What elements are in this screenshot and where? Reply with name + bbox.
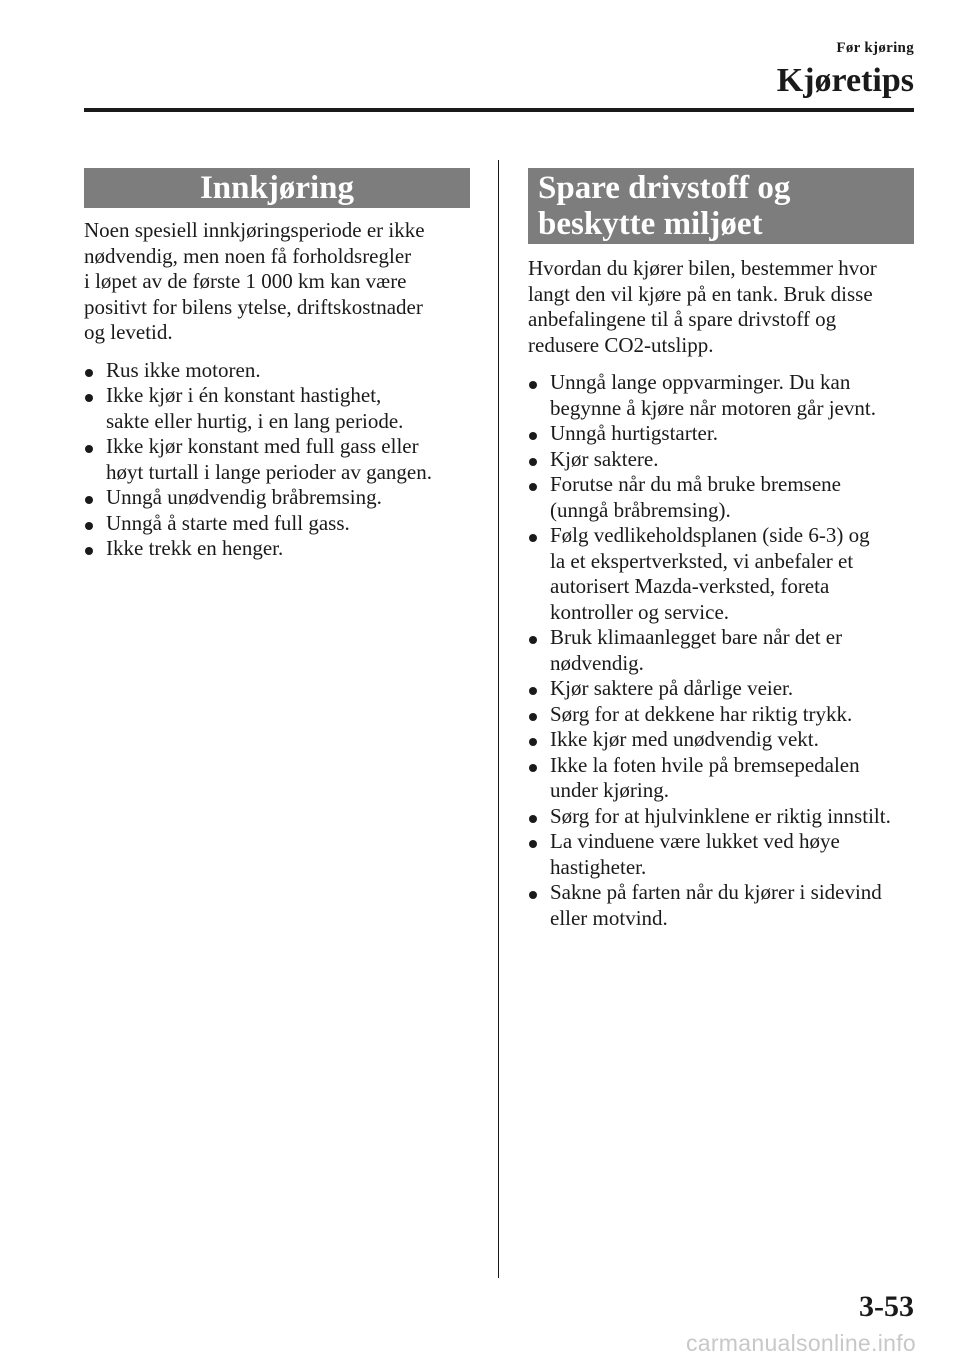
bullet-icon bbox=[529, 738, 537, 746]
list-item bbox=[528, 625, 914, 676]
column-divider bbox=[498, 160, 499, 1278]
bullet-icon bbox=[529, 687, 537, 695]
list-item-text: Følg vedlikeholdsplanen (side 6-3) og la et ekspertverksted, vi anbefaler et autorisert Mazda-verksted, foreta kontroller og service. bbox=[550, 523, 870, 624]
bullet-icon bbox=[529, 764, 537, 772]
header-rule bbox=[84, 108, 914, 112]
bullet-icon bbox=[529, 636, 537, 644]
bullet-icon bbox=[529, 432, 537, 440]
left-intro-paragraph: Noen spesiell innkjøringsperiode er ikke nødvendig, men noen få forholdsregler i løpet av de første 1 000 km kan være positivt for bilens ytelse, driftskostnader og levetid. bbox=[84, 218, 425, 344]
bullet-icon bbox=[85, 394, 93, 402]
list-item bbox=[84, 383, 470, 434]
list-item-text: Ikke kjør i én konstant hastighet, sakte eller hurtig, i en lang periode. bbox=[106, 383, 404, 433]
list-item-text: Rus ikke motoren. bbox=[106, 357, 261, 382]
bullet-icon bbox=[85, 547, 93, 555]
list-item bbox=[528, 727, 914, 753]
bullet-icon bbox=[529, 483, 537, 491]
list-item-text: Sakne på farten når du kjører i sidevind eller motvind. bbox=[550, 880, 882, 930]
bullet-icon bbox=[529, 381, 537, 389]
list-item bbox=[84, 434, 470, 485]
header-section-label: Før kjøring bbox=[836, 40, 914, 56]
list-item-text: Kjør saktere på dårlige veier. bbox=[550, 676, 794, 700]
list-item bbox=[528, 829, 914, 880]
heading-line-1: Spare drivstoff og bbox=[538, 170, 791, 206]
bullet-icon bbox=[85, 369, 93, 377]
list-item bbox=[84, 485, 470, 511]
list-item bbox=[528, 753, 914, 804]
bullet-icon bbox=[529, 840, 537, 848]
list-item-text: Sørg for at hjulvinklene er riktig innstilt. bbox=[550, 803, 891, 828]
list-item-text: Ikke kjør konstant med full gass eller høyt turtall i lange perioder av gangen. bbox=[106, 434, 432, 484]
right-column bbox=[528, 168, 914, 931]
bullet-icon bbox=[529, 891, 537, 899]
list-item bbox=[84, 358, 470, 384]
right-intro-paragraph: Hvordan du kjører bilen, bestemmer hvor langt den vil kjøre på en tank. Bruk disse anbefalingene til å spare drivstoff og redusere CO2-utslipp. bbox=[528, 256, 877, 357]
list-item bbox=[528, 880, 914, 931]
list-item-text: Bruk klimaanlegget bare når det er nødvendig. bbox=[550, 625, 843, 675]
list-item bbox=[528, 523, 914, 625]
list-item-text: Forutse når du må bruke bremsene (unngå bråbremsing). bbox=[550, 472, 841, 522]
bullet-icon bbox=[529, 534, 537, 542]
section-heading-spare-drivstoff bbox=[528, 168, 914, 244]
list-item bbox=[528, 676, 914, 702]
left-bullet-list bbox=[84, 358, 470, 562]
bullet-icon bbox=[85, 496, 93, 504]
list-item-text: Unngå unødvendig bråbremsing. bbox=[106, 485, 382, 509]
bullet-icon bbox=[529, 815, 537, 823]
list-item-text: Unngå hurtigstarter. bbox=[550, 421, 718, 445]
list-item-text: Ikke trekk en henger. bbox=[106, 536, 284, 560]
list-item bbox=[84, 536, 470, 562]
list-item bbox=[528, 472, 914, 523]
section-heading-innkjoring: Innkjøring bbox=[84, 168, 470, 208]
page-number: 3-53 bbox=[859, 1290, 914, 1323]
heading-line-2: beskytte miljøet bbox=[538, 206, 763, 242]
list-item bbox=[528, 804, 914, 830]
bullet-icon bbox=[529, 458, 537, 466]
list-item-text: Sørg for at dekkene har riktig trykk. bbox=[550, 701, 853, 726]
list-item bbox=[528, 702, 914, 728]
list-item bbox=[528, 447, 914, 473]
watermark[interactable]: carmanualsonline.info bbox=[685, 1330, 916, 1356]
list-item-text: Ikke kjør med unødvendig vekt. bbox=[550, 727, 819, 751]
list-item-text: Ikke la foten hvile på bremsepedalen under kjøring. bbox=[550, 752, 860, 802]
page-title: Kjøretips bbox=[776, 62, 914, 99]
list-item-text: La vinduene være lukket ved høye hastigheter. bbox=[550, 829, 840, 879]
list-item bbox=[84, 511, 470, 537]
list-item bbox=[528, 370, 914, 421]
list-item-text: Unngå å starte med full gass. bbox=[106, 510, 350, 535]
bullet-icon bbox=[85, 445, 93, 453]
left-column bbox=[84, 168, 470, 562]
bullet-icon bbox=[529, 713, 537, 721]
list-item bbox=[528, 421, 914, 447]
right-bullet-list bbox=[528, 370, 914, 931]
bullet-icon bbox=[85, 522, 93, 530]
list-item-text: Unngå lange oppvarminger. Du kan begynne å kjøre når motoren går jevnt. bbox=[550, 370, 876, 420]
list-item-text: Kjør saktere. bbox=[550, 446, 659, 471]
